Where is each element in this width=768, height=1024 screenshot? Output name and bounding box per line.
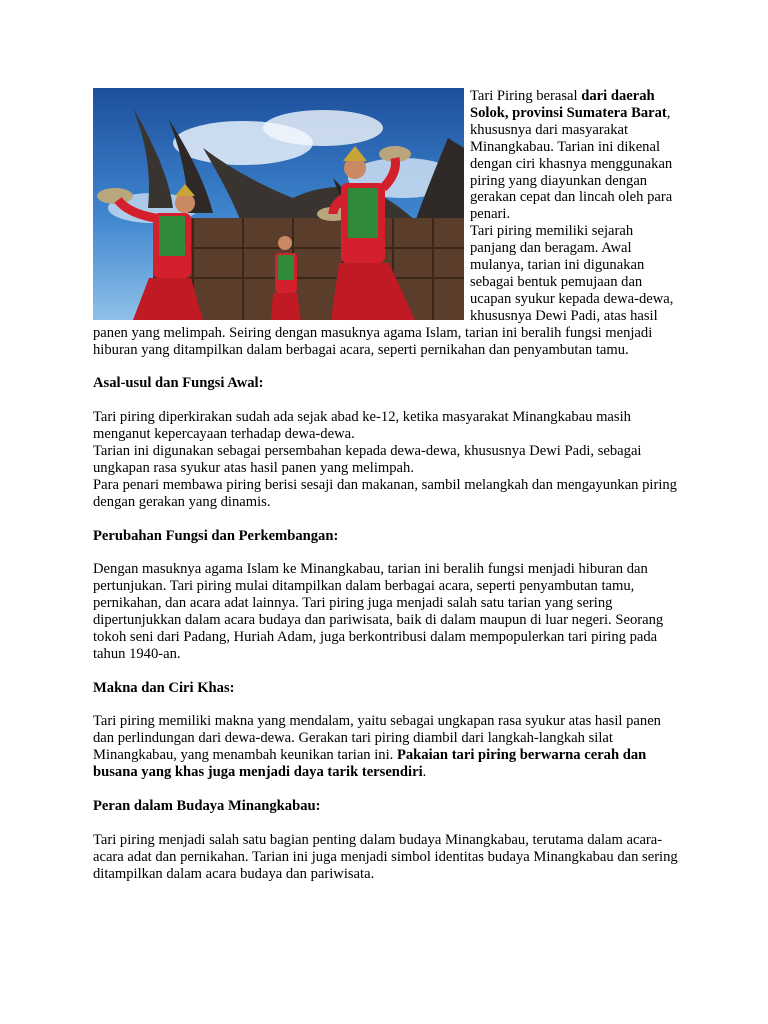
asal-line-3: Para penari membawa piring berisi sesaji dan makanan, sambil melangkah dan mengayunkan piring dengan gerakan yang dinamis. [93,476,677,510]
intro-paragraph-2: Tari piring memiliki sejarah panjang dan beragam. Awal mulanya, tarian ini digunakan sebagai bentuk pemujaan dan ucapan syukur kepada dewa-dewa, khususnya Dewi Padi, atas hasil panen yang melimpah. Seiring dengan masuknya agama Islam, tarian ini beralih fungsi menjadi hiburan yang ditampilkan dalam berbagai acara, seperti pernikahan dan penyambutan tamu. [93,223,674,358]
origin-highlight: dari daerah Solok, provinsi Sumatera Barat [470,88,667,121]
makna-body: Tari piring memiliki makna yang mendalam, yaitu sebagai ungkapan rasa syukur atas hasil panen dan perlindungan dari dewa-dewa. Gerakan tari piring diambil dari langkah-langkah silat Minangkabau, yang menambah keunikan tarian ini. Pakaian tari piring berwarna cerah dan busana yang khas juga menjadi daya tarik tersendiri. [93,713,661,781]
heading-perubahan: Perubahan Fungsi dan Perkembangan: [93,527,339,544]
document-page [93,88,678,882]
heading-peran: Peran dalam Budaya Minangkabau: [93,797,321,814]
intro-paragraph-1: Tari Piring berasal dari daerah Solok, provinsi Sumatera Barat, khususnya dari masyarakat Minangkabau. Tarian ini dikenal dengan ciri khasnya menggunakan piring yang diayunkan dengan gerakan cepat dan lincah oleh para penari. [470,88,673,223]
perubahan-body: Dengan masuknya agama Islam ke Minangkabau, tarian ini beralih fungsi menjadi hiburan dan pertunjukan. Tari piring mulai ditampilkan dalam berbagai acara, seperti penyambutan tamu, pernikahan, dan acara adat lainnya. Tari piring juga menjadi salah satu tarian yang sering dipertunjukkan dalam acara budaya dan pariwisata, baik di dalam maupun di luar negeri. Seorang tokoh seni dari Padang, Huriah Adam, juga berkontribusi dalam mempopulerkan tari piring pada tahun 1940-an. [93,561,664,662]
makna-highlight: Pakaian tari piring berwarna cerah dan busana yang khas juga menjadi daya tarik tersendiri [93,747,647,781]
heading-asal-usul: Asal-usul dan Fungsi Awal: [93,375,264,392]
tari-piring-photo [93,88,464,320]
peran-body: Tari piring menjadi salah satu bagian penting dalam budaya Minangkabau, terutama dalam acara-acara adat dan pernikahan. Tarian ini juga menjadi simbol identitas budaya Minangkabau dan sering ditampilkan dalam acara budaya dan pariwisata. [93,831,678,882]
asal-line-1: Tari piring diperkirakan sudah ada sejak abad ke-12, ketika masyarakat Minangkabau masih menganut kepercayaan terhadap dewa-dewa. [93,409,631,443]
asal-line-2: Tarian ini digunakan sebagai persembahan kepada dewa-dewa, khususnya Dewi Padi, sebagai ungkapan rasa syukur atas hasil panen yang melimpah. [93,443,642,476]
heading-makna: Makna dan Ciri Khas: [93,679,235,696]
